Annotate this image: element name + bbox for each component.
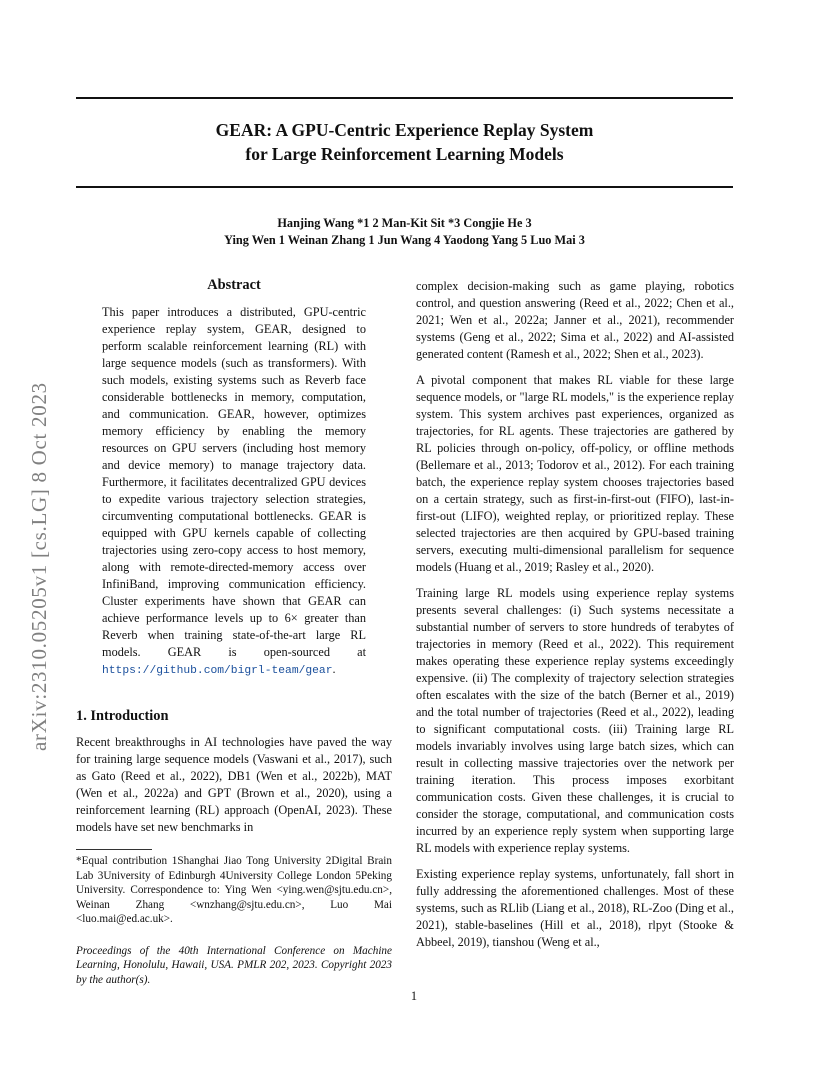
footnotes [76,849,392,987]
left-column [76,274,392,836]
abstract-body [102,304,366,680]
section-heading-introduction: 1. Introduction [76,708,169,724]
title-top-rule [76,97,733,99]
author-line-1: Hanjing Wang *1 2 Man-Kit Sit *3 Congjie He 3 [277,216,532,230]
code-link[interactable]: https://github.com/bigrl-team/gear [102,665,333,677]
right-paragraph-3: Training large RL models using experience replay systems presents several challenges: (i) Such systems necessitate a substantial number of servers to store hundreds of terabytes of trajectories in memory (Reed et al., 2022). This requirement makes operating these experience replay systems exceedingly expensive. (ii) The complexity of trajectory selection strategies often escalates with the size of the batch (Berner et al., 2019) and the total number of trajectories (Reed et al., 2022), leading to significant computational costs. (iii) Training large RL models invariably involves using large batch sizes, which can result in collecting massive trajectories over the network per training iteration. This process imposes exorbitant communication costs. Given these challenges, it is crucial to consider the storage, computational, and communication costs incurred by an experience reply system when supporting large RL models with experience replay systems. [416,586,734,855]
paper-title [76,118,733,166]
author-line-2: Ying Wen 1 Weinan Zhang 1 Jun Wang 4 Yaodong Yang 5 Luo Mai 3 [224,233,585,247]
footnote-proceedings [76,944,392,988]
author-list [76,215,733,249]
page-number: 1 [410,989,418,1003]
arxiv-stamp-text: arXiv:2310.05205v1 [cs.LG] 8 Oct 2023 [27,382,51,751]
right-column [416,278,734,960]
right-paragraph-2: A pivotal component that makes RL viable for these large sequence models, or "large RL models," is the experience replay system. This system archives past experiences, organized as trajectories, for RL agents. These trajectories are gathered by RL policies through on-policy, off-policy, or offline methods (Bellemare et al., 2013; Todorov et al., 2012). For each training batch, the experience replay system chooses trajectories based on a certain strategy, such as first-in-first-out (FIFO), last-in-first-out (LIFO), weighted replay, or prioritized replay. These selected trajectories are then acquired by GPU-based training servers, executing multi-dimensional parallelism for sequence models (Huang et al., 2019; Rasley et al., 2020). [416,373,734,574]
abstract-text: This paper introduces a distributed, GPU-centric experience replay system, GEAR, designed to perform scalable reinforcement learning (RL) with large sequence models (such as transformers). With such models, existing systems such as Reverb face considerable bottlenecks in memory, computation, and communication. GEAR, however, optimizes memory efficiency by enabling the memory resources on GPU servers (including host memory and device memory) to manage trajectory data. Furthermore, it facilitates decentralized GPU devices to expedite various trajectory selection strategies, circumventing computational bottlenecks. GEAR is equipped with GPU kernels capable of collecting trajectories using zero-copy access to host memory, along with remote-directed-memory access over InfiniBand, improving communication efficiency. Cluster experiments have shown that GEAR can achieve performance levels up to 6× greater than Reverb when training state-of-the-art large RL models. GEAR is open-sourced at [102,305,366,659]
footnote-affiliations: *Equal contribution 1Shanghai Jiao Tong University 2Digital Brain Lab 3University of Edinburgh 4University College London 5Peking University. Correspondence to: Ying Wen <ying.wen@sjtu.edu.cn>, Weinan Zhang <wnzhang@sjtu.edu.cn>, Luo Mai <luo.mai@ed.ac.uk>. [76,855,392,925]
title-bottom-rule [76,186,733,188]
right-paragraph-1: complex decision-making such as game playing, robotics control, and question answering (Reed et al., 2022; Chen et al., 2021; Wen et al., 2022a; Janner et al., 2021), recommender systems (Geng et al., 2022; Sima et al., 2022) and AI-assisted generated content (Ramesh et al., 2022; Shen et al., 2023). [416,279,734,361]
intro-paragraph-1: Recent breakthroughs in AI technologies have paved the way for training large sequence models (Vaswani et al., 2017), such as Gato (Reed et al., 2022), DB1 (Wen et al., 2022b), MAT (Wen et al., 2022a) and GPT (Brown et al., 2020), using a reinforcement learning (RL) approach (OpenAI, 2023). These models have set new benchmarks in [76,735,392,834]
footnote-rule [76,849,152,850]
title-line-1: GEAR: A GPU-Centric Experience Replay System [215,120,594,140]
title-line-2: for Large Reinforcement Learning Models [245,144,564,164]
proceedings-text: Proceedings of the 40th International Conference on Machine Learning, Honolulu, Hawaii, USA. PMLR 202, 2023. Copyright 2023 by the author(s). [76,944,392,986]
arxiv-stamp [24,293,54,751]
abstract-heading: Abstract [207,277,261,293]
right-paragraph-4: Existing experience replay systems, unfortunately, fall short in fully addressing the aforementioned challenges. Most of these systems, such as RLlib (Liang et al., 2018), RL-Zoo (Ding et al., 2021), stable-baselines (Hill et al., 2018), rlpyt (Stooke & Abbeel, 2019), tianshou (Weng et al., [416,867,734,949]
abstract-end: . [332,662,336,676]
